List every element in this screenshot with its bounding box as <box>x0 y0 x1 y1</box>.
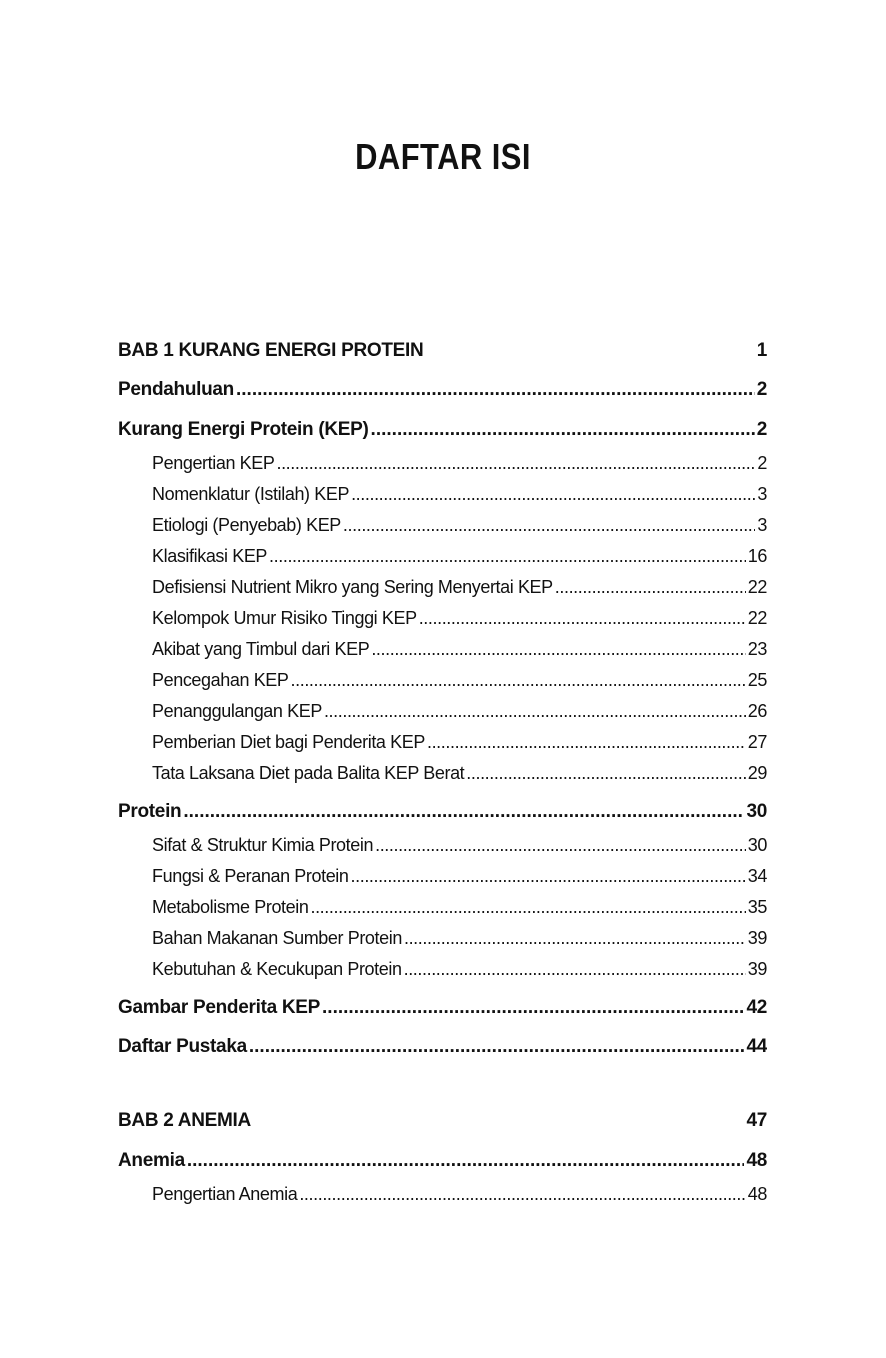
toc-leader-dots <box>310 897 745 918</box>
toc-label: Metabolisme Protein <box>152 897 309 917</box>
toc-leader-dots <box>371 639 745 660</box>
toc-page-number: 42 <box>746 997 767 1018</box>
toc-leader-dots <box>351 484 755 505</box>
toc-subsection <box>152 484 767 505</box>
toc-leader-dots <box>371 419 755 441</box>
toc-label: Kelompok Umur Risiko Tinggi KEP <box>152 608 417 628</box>
toc-label: Pengertian Anemia <box>152 1184 298 1204</box>
toc-label: Nomenklatur (Istilah) KEP <box>152 484 350 504</box>
toc-page-number: 2 <box>757 453 767 473</box>
toc-page-number: 25 <box>747 670 767 690</box>
toc-section <box>118 1036 767 1058</box>
toc-leader-dots <box>183 801 744 823</box>
toc-label: Etiologi (Penyebab) KEP <box>152 515 341 535</box>
toc-subsection <box>152 835 767 856</box>
toc-leader-dots <box>419 608 746 629</box>
toc-label: Sifat & Struktur Kimia Protein <box>152 835 374 855</box>
toc-leader-dots <box>276 453 755 474</box>
toc-page-number: 39 <box>747 928 767 948</box>
toc-label: Bahan Makanan Sumber Protein <box>152 928 402 948</box>
toc-subsection <box>152 897 767 918</box>
toc-leader-dots <box>343 515 755 536</box>
toc-label: Klasifikasi KEP <box>152 546 268 566</box>
toc-page-number: 23 <box>747 639 767 659</box>
toc-label: Gambar Penderita KEP <box>118 997 321 1018</box>
toc-leader-dots <box>427 732 746 753</box>
toc-label: Daftar Pustaka <box>118 1036 247 1057</box>
toc-label: BAB 2 ANEMIA <box>118 1110 251 1131</box>
toc-page-number: 30 <box>746 801 767 822</box>
toc-page-number: 26 <box>747 701 767 721</box>
toc-page-number: 48 <box>747 1184 767 1204</box>
toc-label: Kurang Energi Protein (KEP) <box>118 419 369 440</box>
toc-page-number: 2 <box>756 419 767 440</box>
toc-leader-dots <box>351 866 746 887</box>
toc-subsection <box>152 577 767 598</box>
toc-subsection <box>152 959 767 980</box>
toc-section <box>118 379 767 401</box>
toc-page-number: 27 <box>747 732 767 752</box>
toc-label: BAB 1 KURANG ENERGI PROTEIN <box>118 340 424 361</box>
toc-chapter <box>118 340 767 362</box>
toc-page-number: 22 <box>747 577 767 597</box>
toc-label: Tata Laksana Diet pada Balita KEP Berat <box>152 763 465 783</box>
toc-subsection <box>152 732 767 753</box>
toc-leader-dots <box>187 1150 745 1172</box>
toc-leader-dots <box>322 997 744 1019</box>
toc-leader-dots <box>375 835 746 856</box>
toc-label: Pencegahan KEP <box>152 670 289 690</box>
toc-leader-dots <box>324 701 746 722</box>
toc-page-number: 3 <box>757 515 767 535</box>
toc-leader-dots <box>299 1184 745 1205</box>
toc-leader-dots <box>555 577 746 598</box>
toc-page-number: 39 <box>747 959 767 979</box>
toc-subsection <box>152 701 767 722</box>
toc-label: Anemia <box>118 1150 185 1171</box>
toc-page-number: 48 <box>746 1150 767 1171</box>
toc-label: Kebutuhan & Kecukupan Protein <box>152 959 402 979</box>
toc-page-number: 3 <box>757 484 767 504</box>
toc-label: Defisiensi Nutrient Mikro yang Sering Menyertai KEP <box>152 577 553 597</box>
toc-subsection <box>152 928 767 949</box>
toc-page-number: 29 <box>747 763 767 783</box>
toc-label: Fungsi & Peranan Protein <box>152 866 349 886</box>
toc-label: Pendahuluan <box>118 379 234 400</box>
toc-page-number: 2 <box>756 379 767 400</box>
toc-chapter <box>118 1110 767 1132</box>
toc-page-number: 35 <box>747 897 767 917</box>
toc-label: Akibat yang Timbul dari KEP <box>152 639 370 659</box>
toc-page-number: 44 <box>746 1036 767 1057</box>
toc-section <box>118 801 767 823</box>
toc-leader-dots <box>466 763 745 784</box>
toc-page-number: 34 <box>747 866 767 886</box>
toc-leader-dots <box>236 379 755 401</box>
page-title: DAFTAR ISI <box>355 136 531 177</box>
toc-subsection <box>152 866 767 887</box>
toc-page-number: 1 <box>756 340 767 361</box>
toc-section <box>118 1150 767 1172</box>
toc-subsection <box>152 453 767 474</box>
toc-leader-dots <box>269 546 746 567</box>
toc-section <box>118 997 767 1019</box>
toc-label: Pemberian Diet bagi Penderita KEP <box>152 732 425 752</box>
toc-page-number: 47 <box>746 1110 767 1131</box>
toc-subsection <box>152 1184 767 1205</box>
toc-leader-dots <box>291 670 746 691</box>
toc-leader-dots <box>404 928 746 949</box>
toc-leader-dots <box>249 1036 745 1058</box>
toc-label: Pengertian KEP <box>152 453 275 473</box>
toc-page-number: 16 <box>747 546 767 566</box>
toc-section <box>118 419 767 441</box>
toc-subsection <box>152 515 767 536</box>
toc-page-number: 22 <box>747 608 767 628</box>
toc-leader-dots <box>404 959 746 980</box>
toc-subsection <box>152 639 767 660</box>
toc-label: Protein <box>118 801 182 822</box>
toc-label: Penanggulangan KEP <box>152 701 322 721</box>
toc-subsection <box>152 763 767 784</box>
toc-subsection <box>152 670 767 691</box>
toc-subsection <box>152 546 767 567</box>
toc-subsection <box>152 608 767 629</box>
toc-page-number: 30 <box>747 835 767 855</box>
